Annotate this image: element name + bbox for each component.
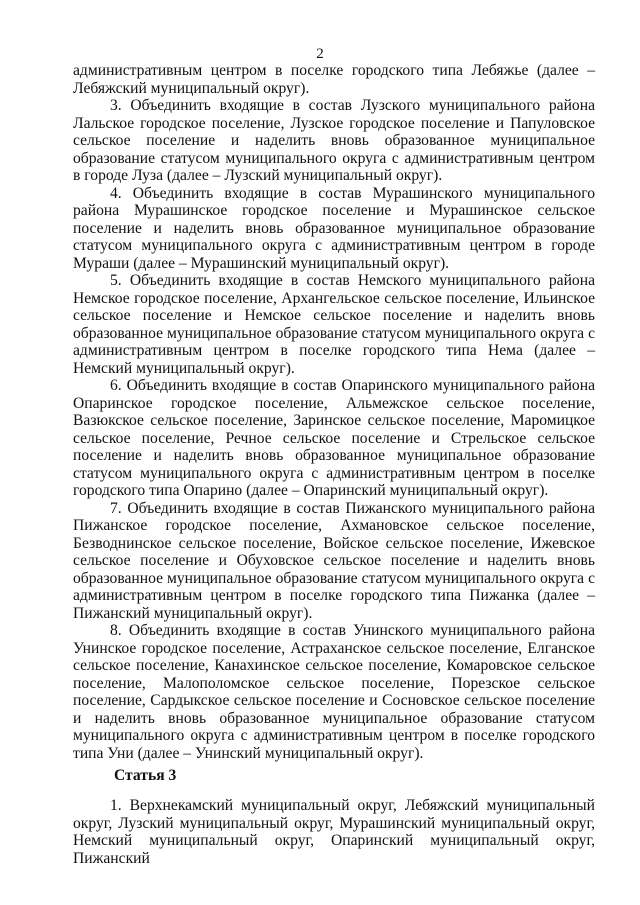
paragraph-6-oparino: 6. Объединить входящие в состав Опаринского муниципального района Опаринское городское поселение, Альмежское сельское поселение, Вазюкское сельское поселение, Заринское сельское поселение, Маромицкое сельское поселение, Речное сельское поселение и Стрельское сельское поселение и наделить вновь образованное муниципальное образование статусом муниципального округа с административным центром в поселке городского типа Опарино (далее – Опаринский муниципальный округ). [73, 377, 595, 499]
article-3-body [73, 797, 595, 867]
paragraph-continuation: административным центром в поселке городского типа Лебяжье (далее – Лебяжский муниципальный округ). [73, 62, 595, 97]
paragraph-5-nema: 5. Объединить входящие в состав Немского муниципального района Немское городское поселение, Архангельское сельское поселение, Ильинское сельское поселение и Немское сельское поселение и наделить вновь образованное муниципальное образование статусом муниципального округа с административным центром в поселке городского типа Нема (далее – Немский муниципальный округ). [73, 272, 595, 377]
law-text-body [73, 62, 595, 762]
article-heading: Статья 3 [114, 767, 177, 784]
page-number: 2 [316, 46, 324, 62]
paragraph-7-pizhanka: 7. Объединить входящие в состав Пижанского муниципального района Пижанское городское поселение, Ахмановское сельское поселение, Безводнинское сельское поселение, Войское сельское поселение, Ижевское сельское поселение и Обуховское сельское поселение и наделить вновь образованное муниципальное образование статусом муниципального округа с административным центром в поселке городского типа Пижанка (далее – Пижанский муниципальный округ). [73, 499, 595, 622]
paragraph-8-uni: 8. Объединить входящие в состав Унинского муниципального района Унинское городское поселение, Астраханское сельское поселение, Елганское сельское поселение, Канахинское сельское поселение, Комаровское сельское поселение, Малополомское сельское поселение, Порезское сельское поселение, Сардыкское сельское поселение и Сосновское сельское поселение и наделить вновь образованное муниципальное образование статусом муниципального округа с административным центром в поселке городского типа Уни (далее – Унинский муниципальный округ). [73, 622, 595, 762]
article-3-paragraph-1: 1. Верхнекамский муниципальный округ, Лебяжский муниципальный округ, Лузский муниципальный округ, Мурашинский муниципальный округ, Немский муниципальный округ, Опаринский муниципальный округ, Пижанский [73, 797, 595, 867]
paragraph-3-luza: 3. Объединить входящие в состав Лузского муниципального района Лальское городское поселение, Лузское городское поселение и Папуловское сельское поселение и наделить вновь образованное муниципальное образование статусом муниципального округа с административным центром в городе Луза (далее – Лузский муниципальный округ). [73, 97, 595, 184]
paragraph-4-murashi: 4. Объединить входящие в состав Мурашинского муниципального района Мурашинское городское поселение и Мурашинское сельское поселение и наделить вновь образованное муниципальное образование статусом муниципального округа с административным центром в городе Мураши (далее – Мурашинский муниципальный округ). [73, 184, 595, 272]
